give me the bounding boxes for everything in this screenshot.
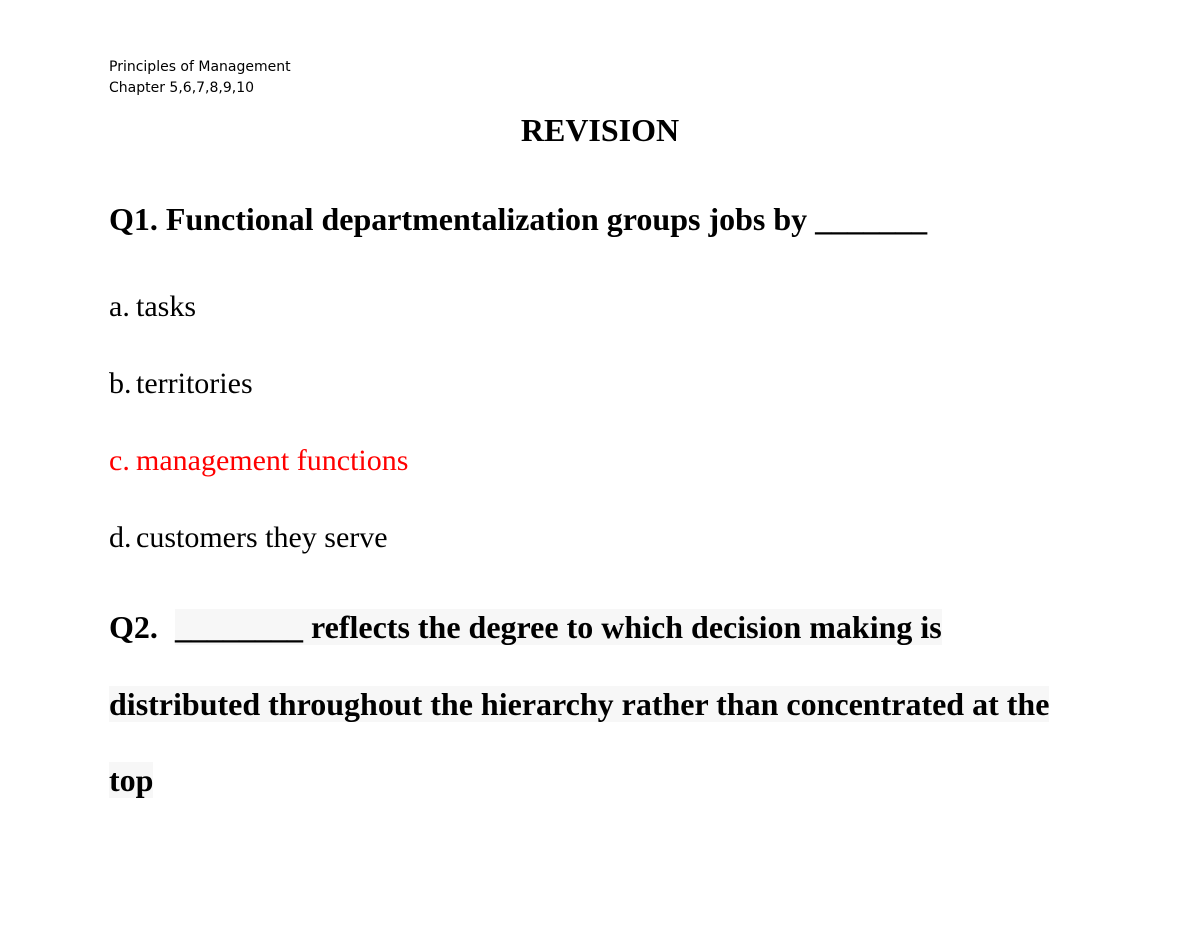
question-1 [109,199,927,239]
question-2-line-1 [109,607,942,647]
option-a [109,288,196,326]
course-name: Principles of Management [109,59,291,75]
page-header [109,57,291,99]
question-1-number: Q1. [109,201,158,237]
option-letter: a. [109,290,130,323]
question-2-line-2 [109,684,1049,724]
question-2-number: Q2. [109,609,158,645]
option-text: management functions [136,444,409,477]
question-2-line-3 [109,760,153,800]
question-2-text: top [109,762,154,798]
chapter-list: Chapter 5,6,7,8,9,10 [109,80,255,96]
option-letter: d. [109,521,132,554]
page-title: REVISION [520,112,680,148]
option-c-correct-answer [109,442,408,480]
question-2-text: distributed throughout the hierarchy rather than concentrated at the [109,686,1050,722]
option-b [109,365,253,403]
option-letter: c. [109,444,130,477]
option-d [109,519,388,557]
option-text: territories [136,367,253,400]
question-2-text: ________ reflects the degree to which decision making is [175,609,942,645]
option-letter: b. [109,367,132,400]
question-1-text: Functional departmentalization groups jobs by _______ [165,201,928,237]
option-text: customers they serve [136,521,388,554]
option-text: tasks [136,290,196,323]
